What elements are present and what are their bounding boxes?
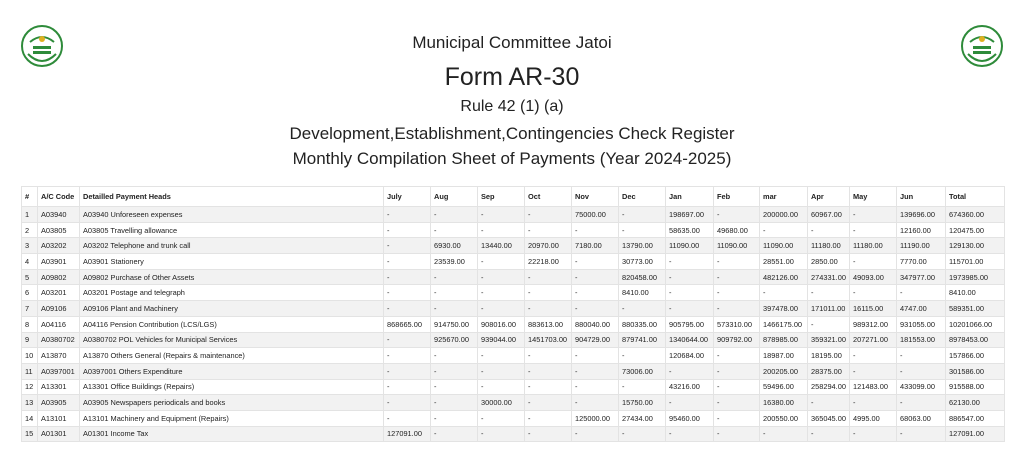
table-cell: 27434.00	[619, 410, 666, 426]
table-cell: A03901	[38, 254, 80, 270]
table-cell: -	[808, 426, 850, 442]
table-cell: 157866.00	[946, 348, 1005, 364]
table-row	[22, 269, 1005, 285]
table-cell: 301586.00	[946, 363, 1005, 379]
table-cell: 931055.00	[897, 316, 946, 332]
table-cell: 258294.00	[808, 379, 850, 395]
table-cell: 20970.00	[525, 238, 572, 254]
table-cell: 904729.00	[572, 332, 619, 348]
table-cell: -	[525, 269, 572, 285]
table-cell: 139696.00	[897, 207, 946, 223]
table-cell: 68063.00	[897, 410, 946, 426]
table-cell: A01301 Income Tax	[80, 426, 384, 442]
table-cell: 15	[22, 426, 38, 442]
table-cell: A13870	[38, 348, 80, 364]
table-cell: -	[431, 410, 478, 426]
table-row	[22, 207, 1005, 223]
table-cell: 868665.00	[384, 316, 431, 332]
table-cell: 43216.00	[666, 379, 714, 395]
table-cell: -	[714, 410, 760, 426]
table-cell: -	[525, 301, 572, 317]
table-row	[22, 238, 1005, 254]
table-cell: 8	[22, 316, 38, 332]
table-cell: 6	[22, 285, 38, 301]
table-cell: 1466175.00	[760, 316, 808, 332]
table-cell: 198697.00	[666, 207, 714, 223]
table-row	[22, 254, 1005, 270]
table-cell: 925670.00	[431, 332, 478, 348]
table-cell: -	[666, 395, 714, 411]
table-cell: A01301	[38, 426, 80, 442]
table-cell: 7	[22, 301, 38, 317]
payments-table-container	[21, 186, 1004, 442]
table-cell: 13	[22, 395, 38, 411]
table-cell: A13870 Others General (Repairs & maintenance)	[80, 348, 384, 364]
table-cell: A03201	[38, 285, 80, 301]
table-cell: 11090.00	[714, 238, 760, 254]
table-cell: 115701.00	[946, 254, 1005, 270]
table-cell: A0380702 POL Vehicles for Municipal Services	[80, 332, 384, 348]
table-cell: -	[478, 348, 525, 364]
table-cell: 820458.00	[619, 269, 666, 285]
table-cell: -	[384, 254, 431, 270]
table-cell: 886547.00	[946, 410, 1005, 426]
table-cell: -	[714, 207, 760, 223]
table-cell: -	[431, 207, 478, 223]
table-cell: A03805	[38, 222, 80, 238]
table-cell: 30000.00	[478, 395, 525, 411]
table-cell: 22218.00	[525, 254, 572, 270]
table-cell: 23539.00	[431, 254, 478, 270]
table-cell: -	[478, 410, 525, 426]
table-row	[22, 285, 1005, 301]
table-cell: 200550.00	[760, 410, 808, 426]
table-cell: 347977.00	[897, 269, 946, 285]
table-cell: 207271.00	[850, 332, 897, 348]
table-cell: A13101 Machinery and Equipment (Repairs)	[80, 410, 384, 426]
table-cell: -	[850, 426, 897, 442]
table-cell: 1451703.00	[525, 332, 572, 348]
table-cell: -	[572, 348, 619, 364]
column-header: Dec	[619, 187, 666, 207]
table-cell: -	[666, 254, 714, 270]
table-cell: 573310.00	[714, 316, 760, 332]
table-cell: 14	[22, 410, 38, 426]
table-cell: 11180.00	[850, 238, 897, 254]
table-cell: A03905 Newspapers periodicals and books	[80, 395, 384, 411]
table-cell: A03940	[38, 207, 80, 223]
table-cell: -	[572, 363, 619, 379]
table-cell: -	[478, 363, 525, 379]
table-cell: A13301 Office Buildings (Repairs)	[80, 379, 384, 395]
table-cell: A03201 Postage and telegraph	[80, 285, 384, 301]
payments-table	[21, 186, 1005, 442]
table-cell: -	[619, 301, 666, 317]
table-cell: -	[572, 269, 619, 285]
table-cell: -	[666, 269, 714, 285]
table-cell: 482126.00	[760, 269, 808, 285]
table-cell: -	[572, 301, 619, 317]
table-cell: 16380.00	[760, 395, 808, 411]
table-cell: -	[431, 222, 478, 238]
table-cell: -	[714, 269, 760, 285]
table-cell: 127091.00	[384, 426, 431, 442]
table-cell: -	[714, 301, 760, 317]
table-cell: -	[572, 426, 619, 442]
table-cell: 28551.00	[760, 254, 808, 270]
table-cell: 7180.00	[572, 238, 619, 254]
table-cell: -	[525, 395, 572, 411]
table-cell: 13440.00	[478, 238, 525, 254]
table-cell: -	[478, 254, 525, 270]
table-cell: -	[897, 426, 946, 442]
table-cell: -	[666, 363, 714, 379]
table-cell: -	[384, 395, 431, 411]
table-cell: -	[384, 269, 431, 285]
table-cell: 10201066.00	[946, 316, 1005, 332]
form-title: Form AR-30	[444, 63, 580, 91]
table-cell: A09802 Purchase of Other Assets	[80, 269, 384, 285]
table-cell: 95460.00	[666, 410, 714, 426]
table-cell: 59496.00	[760, 379, 808, 395]
register-subtitle: Development,Establishment,Contingencies Check Register	[289, 124, 735, 143]
table-cell: A03905	[38, 395, 80, 411]
table-cell: -	[897, 348, 946, 364]
column-header: July	[384, 187, 431, 207]
table-cell: -	[760, 426, 808, 442]
table-cell: -	[384, 285, 431, 301]
table-cell: 1973985.00	[946, 269, 1005, 285]
table-cell: 433099.00	[897, 379, 946, 395]
table-cell: -	[760, 285, 808, 301]
table-cell: 11180.00	[808, 238, 850, 254]
table-cell: -	[850, 207, 897, 223]
table-cell: 11	[22, 363, 38, 379]
table-cell: 16115.00	[850, 301, 897, 317]
table-cell: 989312.00	[850, 316, 897, 332]
table-cell: A09802	[38, 269, 80, 285]
table-cell: -	[525, 222, 572, 238]
table-cell: 589351.00	[946, 301, 1005, 317]
table-cell: 60967.00	[808, 207, 850, 223]
table-cell: 274331.00	[808, 269, 850, 285]
table-cell: -	[850, 395, 897, 411]
column-header: Nov	[572, 187, 619, 207]
table-cell: 49680.00	[714, 222, 760, 238]
column-header: Jun	[897, 187, 946, 207]
table-cell: -	[478, 269, 525, 285]
table-cell: -	[525, 285, 572, 301]
column-header: Detailled Payment Heads	[80, 187, 384, 207]
table-cell: 878985.00	[760, 332, 808, 348]
table-cell: 880335.00	[619, 316, 666, 332]
table-cell: -	[384, 301, 431, 317]
column-header: Jan	[666, 187, 714, 207]
table-cell: -	[808, 395, 850, 411]
table-cell: -	[384, 222, 431, 238]
table-cell: -	[808, 222, 850, 238]
table-cell: 181553.00	[897, 332, 946, 348]
table-cell: -	[384, 348, 431, 364]
table-cell: 73006.00	[619, 363, 666, 379]
table-cell: -	[478, 301, 525, 317]
table-cell: A03202 Telephone and trunk call	[80, 238, 384, 254]
table-cell: -	[714, 379, 760, 395]
table-header-row	[22, 187, 1005, 207]
table-cell: A03202	[38, 238, 80, 254]
table-cell: 11190.00	[897, 238, 946, 254]
table-cell: -	[572, 379, 619, 395]
table-cell: A13301	[38, 379, 80, 395]
table-cell: A0380702	[38, 332, 80, 348]
sheet-subtitle: Monthly Compilation Sheet of Payments (Year 2024-2025)	[292, 149, 732, 168]
table-cell: -	[431, 426, 478, 442]
table-cell: 11090.00	[760, 238, 808, 254]
table-row	[22, 301, 1005, 317]
table-cell: 13790.00	[619, 238, 666, 254]
table-cell: 883613.00	[525, 316, 572, 332]
table-cell: A09106 Plant and Machinery	[80, 301, 384, 317]
table-cell: 200205.00	[760, 363, 808, 379]
table-cell: -	[714, 426, 760, 442]
column-header: Oct	[525, 187, 572, 207]
table-cell: A0397001 Others Expenditure	[80, 363, 384, 379]
table-cell: 10	[22, 348, 38, 364]
table-cell: 75000.00	[572, 207, 619, 223]
table-cell: 120475.00	[946, 222, 1005, 238]
table-cell: 120684.00	[666, 348, 714, 364]
table-cell: -	[525, 426, 572, 442]
column-header: A/C Code	[38, 187, 80, 207]
table-cell: A03805 Travelling allowance	[80, 222, 384, 238]
table-cell: 127091.00	[946, 426, 1005, 442]
table-cell: 1	[22, 207, 38, 223]
table-cell: -	[431, 363, 478, 379]
table-cell: -	[850, 254, 897, 270]
table-cell: -	[431, 395, 478, 411]
table-cell: 4995.00	[850, 410, 897, 426]
table-cell: -	[525, 410, 572, 426]
table-cell: 5	[22, 269, 38, 285]
table-cell: 905795.00	[666, 316, 714, 332]
table-row	[22, 379, 1005, 395]
table-cell: -	[714, 254, 760, 270]
table-cell: A0397001	[38, 363, 80, 379]
table-cell: -	[850, 348, 897, 364]
table-cell: 18987.00	[760, 348, 808, 364]
table-cell: 915588.00	[946, 379, 1005, 395]
table-cell: 6930.00	[431, 238, 478, 254]
table-cell: -	[431, 379, 478, 395]
table-cell: -	[478, 426, 525, 442]
table-row	[22, 222, 1005, 238]
table-cell: 939044.00	[478, 332, 525, 348]
table-cell: 674360.00	[946, 207, 1005, 223]
table-cell: -	[714, 395, 760, 411]
table-cell: -	[525, 363, 572, 379]
table-row	[22, 348, 1005, 364]
table-cell: -	[525, 207, 572, 223]
table-cell: -	[619, 222, 666, 238]
table-cell: 200000.00	[760, 207, 808, 223]
table-cell: -	[572, 254, 619, 270]
table-cell: -	[714, 348, 760, 364]
column-header: Aug	[431, 187, 478, 207]
table-cell: 365045.00	[808, 410, 850, 426]
table-cell: 879741.00	[619, 332, 666, 348]
table-cell: -	[897, 395, 946, 411]
table-cell: -	[478, 379, 525, 395]
rule-subtitle: Rule 42 (1) (a)	[460, 98, 564, 115]
column-header: Sep	[478, 187, 525, 207]
table-cell: -	[666, 285, 714, 301]
table-cell: A03940 Unforeseen expenses	[80, 207, 384, 223]
table-cell: -	[666, 301, 714, 317]
table-cell: 15750.00	[619, 395, 666, 411]
table-cell: -	[384, 379, 431, 395]
table-cell: -	[808, 316, 850, 332]
table-cell: -	[714, 363, 760, 379]
table-cell: 12	[22, 379, 38, 395]
table-cell: -	[384, 207, 431, 223]
table-cell: -	[572, 285, 619, 301]
table-cell: 28375.00	[808, 363, 850, 379]
table-cell: 129130.00	[946, 238, 1005, 254]
table-cell: -	[808, 285, 850, 301]
table-cell: 171011.00	[808, 301, 850, 317]
table-cell: 2	[22, 222, 38, 238]
table-cell: 62130.00	[946, 395, 1005, 411]
table-cell: -	[431, 348, 478, 364]
table-body	[22, 207, 1005, 442]
table-cell: 30773.00	[619, 254, 666, 270]
table-cell: 909792.00	[714, 332, 760, 348]
column-header: Feb	[714, 187, 760, 207]
table-row	[22, 363, 1005, 379]
table-cell: 18195.00	[808, 348, 850, 364]
table-cell: -	[431, 269, 478, 285]
table-cell: -	[478, 222, 525, 238]
table-row	[22, 410, 1005, 426]
table-cell: -	[619, 207, 666, 223]
table-cell: -	[714, 285, 760, 301]
table-cell: -	[760, 222, 808, 238]
table-cell: -	[525, 348, 572, 364]
table-row	[22, 395, 1005, 411]
table-cell: 58635.00	[666, 222, 714, 238]
table-cell: 880040.00	[572, 316, 619, 332]
table-cell: -	[897, 363, 946, 379]
table-cell: 49093.00	[850, 269, 897, 285]
table-cell: A03901 Stationery	[80, 254, 384, 270]
table-cell: 125000.00	[572, 410, 619, 426]
table-cell: 8978453.00	[946, 332, 1005, 348]
table-cell: 8410.00	[946, 285, 1005, 301]
table-cell: 3	[22, 238, 38, 254]
table-cell: A04116	[38, 316, 80, 332]
table-row	[22, 316, 1005, 332]
table-cell: 914750.00	[431, 316, 478, 332]
table-cell: -	[572, 395, 619, 411]
table-cell: 908016.00	[478, 316, 525, 332]
column-header: mar	[760, 187, 808, 207]
column-header: May	[850, 187, 897, 207]
table-cell: -	[619, 348, 666, 364]
column-header: #	[22, 187, 38, 207]
table-cell: -	[384, 363, 431, 379]
table-cell: -	[572, 222, 619, 238]
table-cell: 8410.00	[619, 285, 666, 301]
column-header: Apr	[808, 187, 850, 207]
table-cell: 11090.00	[666, 238, 714, 254]
table-cell: -	[478, 207, 525, 223]
table-cell: 121483.00	[850, 379, 897, 395]
table-cell: A09106	[38, 301, 80, 317]
table-cell: -	[384, 410, 431, 426]
table-cell: -	[431, 285, 478, 301]
table-row	[22, 332, 1005, 348]
table-cell: -	[850, 285, 897, 301]
table-cell: 12160.00	[897, 222, 946, 238]
table-cell: -	[384, 332, 431, 348]
table-cell: -	[619, 379, 666, 395]
table-cell: 2850.00	[808, 254, 850, 270]
table-cell: 1340644.00	[666, 332, 714, 348]
table-cell: A13101	[38, 410, 80, 426]
table-cell: -	[525, 379, 572, 395]
table-cell: 7770.00	[897, 254, 946, 270]
table-cell: -	[850, 222, 897, 238]
table-cell: -	[619, 426, 666, 442]
table-cell: 9	[22, 332, 38, 348]
table-row	[22, 426, 1005, 442]
table-cell: -	[478, 285, 525, 301]
table-cell: A04116 Pension Contribution (LCS/LGS)	[80, 316, 384, 332]
table-cell: 359321.00	[808, 332, 850, 348]
table-cell: -	[850, 363, 897, 379]
table-cell: -	[384, 238, 431, 254]
column-header: Total	[946, 187, 1005, 207]
table-cell: 4	[22, 254, 38, 270]
table-cell: 4747.00	[897, 301, 946, 317]
table-cell: -	[431, 301, 478, 317]
committee-title: Municipal Committee Jatoi	[412, 33, 612, 52]
table-cell: 397478.00	[760, 301, 808, 317]
table-cell: -	[897, 285, 946, 301]
table-cell: -	[666, 426, 714, 442]
